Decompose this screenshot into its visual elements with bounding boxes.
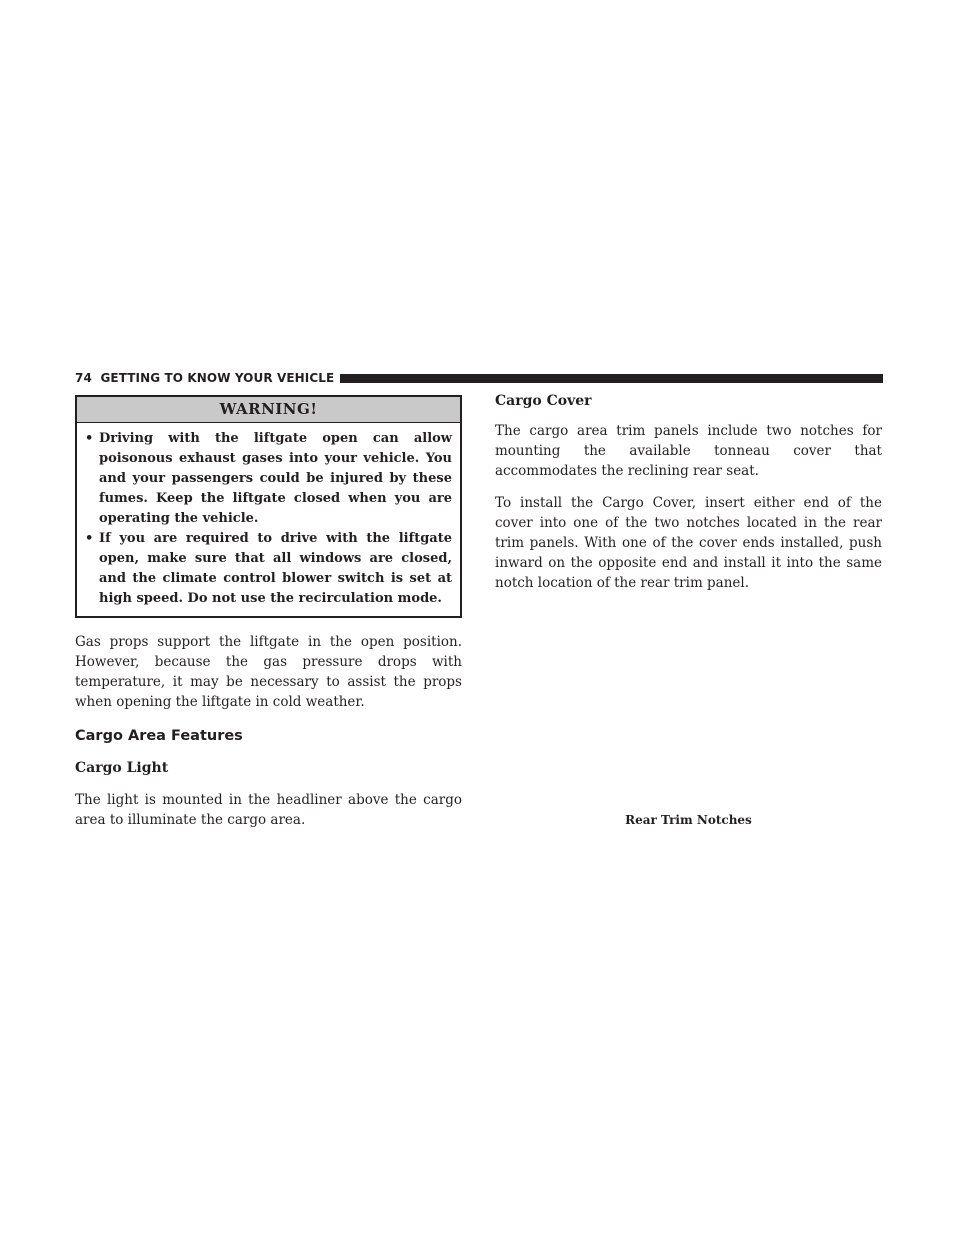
cargo-cover-heading: Cargo Cover (495, 393, 592, 409)
warning-item (85, 529, 452, 609)
cargo-light-paragraph: The light is mounted in the headliner above the cargo area to illuminate the cargo area. (75, 792, 462, 828)
cargo-light-heading: Cargo Light (75, 760, 169, 776)
left-column (75, 395, 462, 830)
header-rule (340, 374, 883, 383)
bullet-icon: • (85, 431, 94, 446)
warning-item (85, 429, 452, 529)
page-header (75, 370, 883, 386)
cargo-cover-paragraph-2: To install the Cargo Cover, insert either end of the cover into one of the two notches located in the rear trim panels. With one of the cover ends installed, push inward on the opposite end and install it into the same notch location of the rear trim panel. (495, 495, 882, 591)
warning-list (77, 423, 460, 616)
warning-item-text: If you are required to drive with the liftgate open, make sure that all windows are closed, and the climate control blower switch is set at high speed. Do not use the recirculation mode. (99, 531, 452, 606)
warning-box (75, 395, 462, 618)
cargo-cover-paragraph-1: The cargo area trim panels include two notches for mounting the available tonneau cover that accommodates the reclining rear seat. (495, 423, 882, 479)
figure-caption: Rear Trim Notches (625, 813, 752, 827)
gas-props-paragraph: Gas props support the liftgate in the open position. However, because the gas pressure drops with temperature, it may be necessary to assist the props when opening the liftgate in cold weather. (75, 634, 462, 710)
bullet-icon: • (85, 531, 94, 546)
page-header-text (75, 371, 334, 385)
right-column (495, 391, 882, 593)
warning-item-text: Driving with the liftgate open can allow poisonous exhaust gases into your vehicle. You and your passengers could be injured by these fumes. Keep the liftgate closed when you are operating the vehicle. (99, 431, 452, 526)
section-title: GETTING TO KNOW YOUR VEHICLE (100, 371, 335, 385)
warning-title: WARNING! (77, 397, 460, 423)
section-heading-cargo-area-features: Cargo Area Features (75, 728, 243, 744)
page-number: 74 (75, 371, 92, 385)
